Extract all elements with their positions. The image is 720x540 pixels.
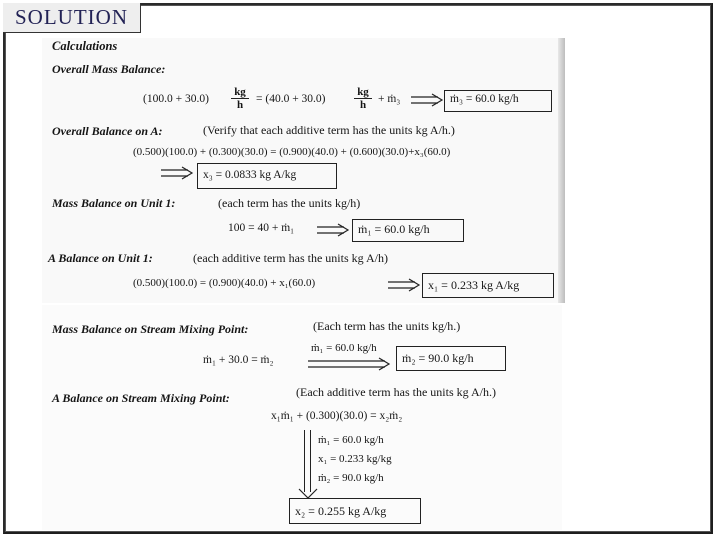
solution-tab: SOLUTION [3, 3, 141, 33]
unit-numerator: kg [354, 86, 372, 99]
mass-mixing-heading: Mass Balance on Stream Mixing Point: [52, 322, 249, 336]
overall-mass-heading: Overall Mass Balance: [52, 62, 166, 76]
unit-numerator: kg [231, 86, 249, 99]
a-mixing-given-1: ṁ₁ = 60.0 kg/h [318, 434, 384, 446]
overall-mass-unit-2 [354, 86, 372, 111]
implies-arrow-icon [160, 166, 194, 180]
overall-mass-lhs: (100.0 + 30.0) [143, 93, 209, 105]
mass-unit1-note: (each term has the units kg/h) [218, 196, 361, 210]
a-mixing-given-3: ṁ₂ = 90.0 kg/h [318, 472, 384, 484]
mass-unit1-result: ṁ₁ = 60.0 kg/h [352, 219, 464, 242]
overall-a-note: (Verify that each additive term has the units kg A/h.) [203, 123, 455, 137]
overall-mass-mid: = (40.0 + 30.0) [256, 93, 326, 105]
overall-a-equation: (0.500)(100.0) + (0.300)(30.0) = (0.900)(40.0) + (0.600)(30.0)+x₃(60.0) [133, 146, 451, 158]
mass-mixing-equation: ṁ₁ + 30.0 = ṁ₂ [203, 354, 274, 366]
overall-mass-result: ṁ₃ = 60.0 kg/h [444, 90, 552, 112]
long-implies-arrow-icon [307, 357, 391, 371]
a-mixing-given-2: x₁ = 0.233 kg/kg [318, 453, 392, 465]
a-mixing-heading: A Balance on Stream Mixing Point: [52, 391, 230, 405]
overall-mass-unit [231, 86, 249, 111]
mass-unit1-equation: 100 = 40 + ṁ₁ [228, 222, 295, 234]
a-unit1-note: (each additive term has the units kg A/h) [193, 251, 388, 265]
mass-unit1-heading: Mass Balance on Unit 1: [52, 196, 176, 210]
implies-arrow-shaft-right [310, 430, 311, 492]
implies-arrow-icon [316, 223, 350, 237]
overall-mass-plus: + ṁ₃ [378, 93, 401, 105]
mass-mixing-given: ṁ₁ = 60.0 kg/h [311, 342, 377, 354]
a-unit1-equation: (0.500)(100.0) = (0.900)(40.0) + x₁(60.0) [133, 277, 316, 289]
calculations-heading: Calculations [52, 39, 118, 53]
overall-a-heading: Overall Balance on A: [52, 124, 163, 138]
a-unit1-result: x₁ = 0.233 kg A/kg [422, 273, 554, 298]
mass-mixing-result: ṁ₂ = 90.0 kg/h [396, 346, 506, 371]
a-unit1-heading: A Balance on Unit 1: [48, 251, 153, 265]
mass-mixing-note: (Each term has the units kg/h.) [313, 319, 461, 333]
unit-denominator: h [236, 99, 244, 111]
unit-denominator: h [359, 99, 367, 111]
a-mixing-result: x₂ = 0.255 kg A/kg [289, 498, 421, 524]
implies-arrow-shaft-left [304, 430, 305, 492]
overall-a-result: x₃ = 0.0833 kg A/kg [197, 163, 337, 189]
implies-arrow-icon [410, 93, 444, 107]
a-mixing-equation: x₁ṁ₁ + (0.300)(30.0) = x₂ṁ₂ [271, 410, 403, 422]
implies-arrow-icon [387, 278, 421, 292]
a-mixing-note: (Each additive term has the units kg A/h.) [296, 385, 496, 399]
